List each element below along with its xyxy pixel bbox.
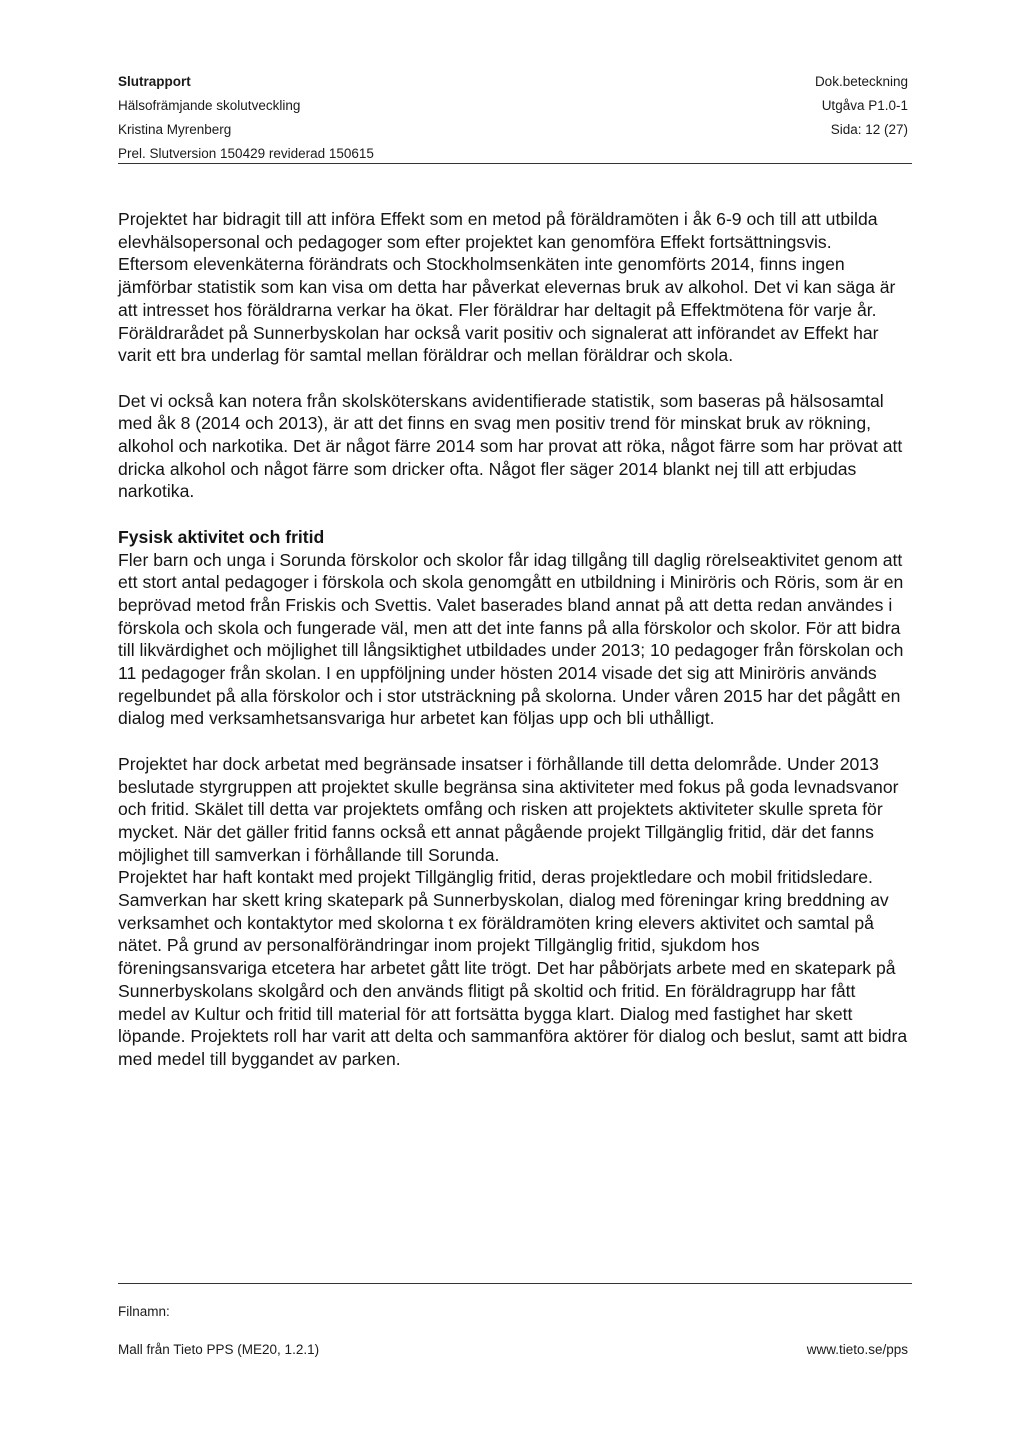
template-name: Mall från Tieto PPS (ME20, 1.2.1): [118, 1342, 320, 1357]
page-header: [118, 70, 908, 166]
paragraph-effekt-intro: Projektet har bidragit till att införa Effekt som en metod på föräldramöten i åk 6-9 och till att utbilda elevhälsopersonal och pedagoger som efter projektet kan genomföra Effekt fortsättningsvis.: [118, 209, 878, 252]
edition-label: Utgåva P1.0-1: [821, 98, 908, 113]
paragraph-spacer: [118, 367, 908, 390]
paragraph-statistics: Eftersom elevenkäterna förändrats och Stockholmsenkäten inte genomförts 2014, finns ingen jämförbar statistik som kan visa om detta har påverkat elevernas bruk av alkohol. Det vi kan säga är att intresset hos föräldrarna verkar ha ökat. Fler föräldrar har deltagit på Effektmötena för varje år. Föräldrarådet på Sunnerbyskolan har också varit positiv och signalerat att införandet av Effekt har varit ett bra underlag för samtal mellan föräldrar och mellan föräldrar och skola.: [118, 254, 896, 366]
doc-designation-label: Dok.beteckning: [814, 74, 908, 89]
page-footer: [118, 1300, 908, 1362]
report-subtitle: Hälsofrämjande skolutveckling: [118, 98, 301, 113]
footer-row: [118, 1338, 908, 1362]
footer-url: www.tieto.se/pps: [806, 1342, 908, 1357]
header-row-2: [118, 94, 908, 118]
footer-divider: [118, 1283, 912, 1284]
section-heading: Fysisk aktivitet och fritid: [118, 526, 325, 547]
paragraph-spacer: [118, 730, 908, 753]
author-name: Kristina Myrenberg: [118, 122, 232, 137]
page-number: Sida: 12 (27): [830, 122, 908, 137]
paragraph-physical-activity: Fler barn och unga i Sorunda förskolor och skolor får idag tillgång till daglig rörelseaktivitet genom att ett stort antal pedagoger i förskola och skola genomgått en utbildning i Miniröris och Röris, som är en beprövad metod från Friskis och Svettis. Valet baserades bland annat på att detta redan användes i förskola och skola och fungerade väl, men att det inte fanns på alla förskolor och skolor. För att bidra till likvärdighet och möjlighet till långsiktighet utbildades under 2013; 10 pedagoger från förskolan och 11 pedagoger från skolan. I en uppföljning under hösten 2014 visade det sig att Miniröris används regelbundet på alla förskolor och i stor utsträckning på skolorna. Under våren 2015 har det pågått en dialog med verksamhetsansvariga hur arbetet kan följas upp och bli uthålligt.: [118, 549, 904, 729]
version-note: Prel. Slutversion 150429 reviderad 150615: [118, 146, 374, 161]
page-content: [118, 208, 908, 1071]
filename-label: Filnamn:: [118, 1304, 170, 1319]
header-row-3: [118, 118, 908, 142]
paragraph-tillganglig-fritid: Projektet har haft kontakt med projekt Tillgänglig fritid, deras projektledare och mobil fritidsledare. Samverkan har skett kring skatepark på Sunnerbyskolan, dialog med föreningar kring breddning av verksamhet och kontaktytor med skolorna t ex föräldramöten kring elevers aktivitet och samtal på nätet. På grund av personalförändringar inom projekt Tillgänglig fritid, sjukdom hos föreningsansvariga etcetera har arbetet gått lite trögt. Det har påbörjats arbete med en skatepark på Sunnerbyskolans skolgård och den används flitigt på skoltid och fritid. En föräldragrupp har fått medel av Kultur och fritid till material för att fortsätta bygga klart. Dialog med fastighet har skett löpande. Projektets roll har varit att delta och sammanföra aktörer för dialog och beslut, samt att bidra med medel till byggandet av parken.: [118, 867, 908, 1069]
paragraph-spacer: [118, 503, 908, 526]
report-title: Slutrapport: [118, 74, 191, 89]
paragraph-health-trend: Det vi också kan notera från skolsköterskans avidentifierade statistik, som baseras på hälsosamtal med åk 8 (2014 och 2013), är att det finns en svag men positiv trend för minskat bruk av rökning, alkohol och narkotika. Det är något färre 2014 som har provat att röka, något färre som har prövat att dricka alkohol och något färre som dricker ofta. Något fler säger 2014 blankt nej till att erbjudas narkotika.: [118, 390, 903, 502]
paragraph-limited-efforts: Projektet har dock arbetat med begränsade insatser i förhållande till detta delområde. Under 2013 beslutade styrgruppen att projektet skulle begränsa sina aktiviteter med fokus på goda levnadsvanor och fritid. Skälet till detta var projektets omfång och risken att projektets aktiviteter skulle spreta för mycket. När det gäller fritid fanns också ett annat pågående projekt Tillgänglig fritid, där det fanns möjlighet till samverkan i förhållande till Sorunda.: [118, 753, 899, 865]
header-divider: [118, 163, 912, 164]
header-row-1: [118, 70, 908, 94]
